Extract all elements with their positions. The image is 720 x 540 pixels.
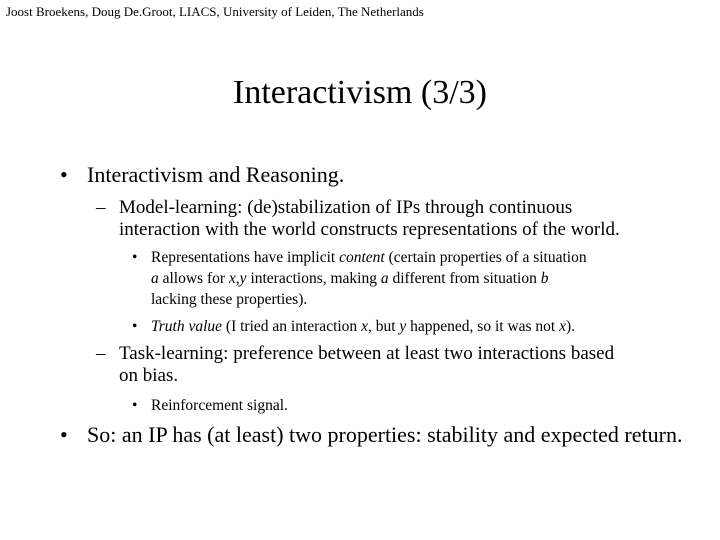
bullet-text-line-2: interaction with the world constructs representations of the world. [119,219,620,240]
bullet-text-line-1 [151,247,587,268]
text-run-italic: a [380,270,389,287]
bullet-marker: • [132,318,138,335]
bullet-text-line-1: Model-learning: (de)stabilization of IPs through continuous [119,197,573,218]
text-run-italic: a [151,270,159,287]
bullet-text: Reinforcement signal. [151,397,288,414]
bullet-task-learning [96,343,614,387]
bullet-text: So: an IP has (at least) two properties: stability and expected return. [87,422,683,447]
bullet-text [151,316,575,337]
text-run-italic: b [540,270,549,287]
bullet-truth-value [132,316,575,337]
text-run-italic: content [339,249,385,266]
bullet-so-ip-properties [60,422,682,448]
header-credit: Joost Broekens, Doug De.Groot, LIACS, University of Leiden, The Netherlands [6,4,424,19]
text-run-italic: x [361,318,368,335]
text-run-italic: y [399,318,407,335]
dash-marker: – [96,197,106,218]
bullet-marker: • [132,397,138,414]
bullet-interactivism-reasoning [60,162,344,188]
text-run-italic: x [559,318,566,335]
bullet-text-line-2 [151,268,587,289]
text-run: , but [367,318,400,335]
text-run: (I tried an interaction [222,318,362,335]
bullet-marker: • [60,162,68,187]
text-run: allows for [158,270,229,287]
text-run-italic: Truth value [151,318,223,335]
text-run: Representations have implicit [151,249,340,266]
text-run: (certain properties of a situation [384,249,587,266]
text-run: ). [566,318,576,335]
slide-title: Interactivism (3/3) [233,74,487,111]
text-run-italic: x,y [228,270,247,287]
bullet-marker: • [60,422,68,447]
bullet-text-line-1: Task-learning: preference between at least two interactions based [119,343,615,364]
text-run: happened, so it was not [406,318,560,335]
dash-marker: – [96,343,106,364]
bullet-representations [132,247,587,310]
bullet-text-line-3: lacking these properties). [151,291,308,308]
bullet-model-learning [96,197,620,241]
bullet-marker: • [132,249,138,266]
bullet-text-line-2: on bias. [119,365,179,386]
bullet-text: Interactivism and Reasoning. [87,162,345,187]
bullet-reinforcement-signal [132,395,288,416]
text-run: interactions, making [246,270,381,287]
text-run: different from situation [388,270,541,287]
